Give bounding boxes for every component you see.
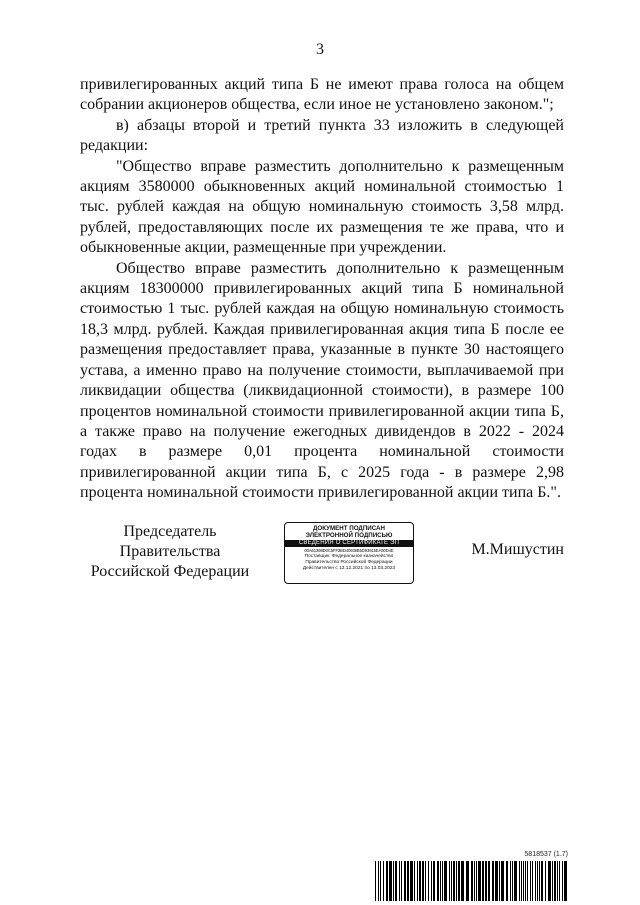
barcode-icon (375, 861, 568, 901)
signer-position-line: Российской Федерации (90, 563, 250, 580)
stamp-header: СВЕДЕНИЯ О СЕРТИФИКАТЕ ЭП (285, 540, 413, 547)
document-id: 5818537 (1.7) (524, 851, 568, 858)
barcode-block (375, 851, 568, 901)
signer-name: М.Мишустин (471, 541, 564, 558)
stamp-issuer: Поставщик: Федеральное казначейство (304, 554, 394, 559)
signer-position (80, 522, 260, 582)
paragraph: привилегированных акций типа Б не имеют права голоса на общем собрании акционеров общества, если иное не установлено законом."; (80, 76, 564, 114)
page-number: 3 (316, 41, 324, 58)
electronic-signature-stamp (284, 522, 414, 584)
stamp-title-line: ЭЛЕКТРОННОЙ ПОДПИСЬЮ (305, 532, 393, 539)
stamp-validity: Действителен с 13.12.2021 по 13.03.2023 (302, 566, 396, 571)
paragraph: Общество вправе разместить дополнительно к размещенным акциям 18300000 привилегированных акций типа Б номинальной стоимостью 1 тыс. рублей каждая на общую номинальную стоимость 18,3 млрд. рублей. Каждая привилегированная акция типа Б после ее размещения предоставляет права, указанные в пункте 30 настоящего устава, а именно право на получение стоимости, выплачиваемой при ликвидации общества (ликвидационной стоимости), в размере 100 процентов номинальной стоимости привилегированной акции типа Б, а также право на получение ежегодных дивидендов в 2022 - 2024 годах в размере 0,01 процента номинальной стоимости привилегированной акции типа Б, с 2025 года - в размере 2,98 процента номинальной стоимости привилегированной акции типа Б.". (80, 259, 564, 502)
stamp-serial: 00A61398D0C5FF3BD40938B5D93915EA90D4E (304, 548, 394, 553)
stamp-title-line: ДОКУМЕНТ ПОДПИСАН (313, 525, 385, 532)
signer-position-line: Председатель Правительства (119, 523, 221, 560)
document-body (80, 75, 564, 504)
stamp-issuer: Правительство Российской Федерации (305, 560, 393, 565)
paragraph: "Общество вправе разместить дополнительно к размещенным акциям 3580000 обыкновенных акций номинальной стоимостью 1 тыс. рублей каждая на общую номинальную стоимость 3,58 млрд. рублей, предоставляющих после их размещения те же права, что и обыкновенные акции, размещенные при учреждении. (80, 157, 564, 257)
paragraph: в) абзацы второй и третий пункта 33 изложить в следующей редакции: (80, 116, 564, 155)
